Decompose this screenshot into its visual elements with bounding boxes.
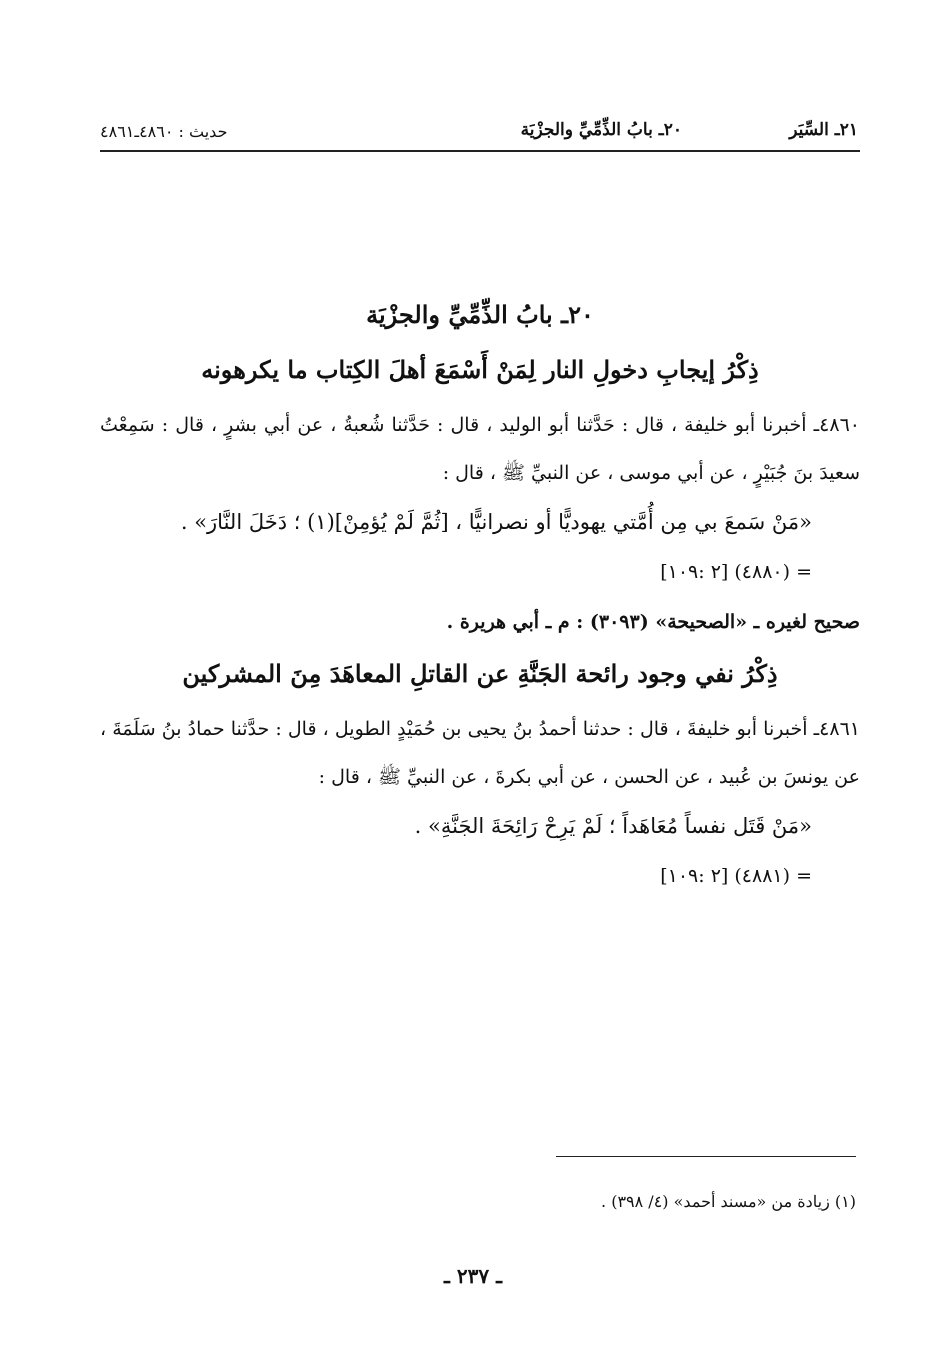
section-title-1: ذِكْرُ إيجابِ دخولِ النار لِمَنْ أَسْمَعَ أهلَ الكِتاب ما يكرهونه: [201, 355, 759, 384]
running-header: [100, 116, 858, 148]
hadith-4860-grade: صحيح لغيره ـ «الصحيحة» (٣٠٩٣) : م ـ أبي هريرة .: [446, 611, 860, 633]
header-divider: [100, 150, 860, 152]
footnote: (١) زيادة من «مسند أحمد» (٤/ ٣٩٨) .: [601, 1192, 856, 1211]
hadith-4860-reference: = (٤٨٨٠) [٢ :١٠٩]: [660, 561, 812, 583]
section-title-2: ذِكْرُ نفي وجود رائحة الجَنَّةِ عن القاتلِ المعاهَدَ مِنَ المشركين: [182, 659, 778, 688]
hadith-4861-reference: = (٤٨٨١) [٢ :١٠٩]: [660, 865, 812, 887]
header-book-title: ٢١ـ السِّيَر: [789, 120, 858, 140]
hadith-4860-isnad: ٤٨٦٠ـ أخبرنا أبو خليفة ، قال : حَدَّثنا أبو الوليد ، قال : حَدَّثنا شُعبةُ ، عن أبي بشرٍ ، قال : سَمِعْتُ سعيدَ بنَ جُبَيْرٍ ، عن أبي موسى ، عن النبيِّ ﷺ ، قال :: [100, 414, 860, 484]
hadith-4860-matn: «مَنْ سَمعَ بي مِن أُمَّتي يهوديًّا أو نصرانيًّا ، [ثُمَّ لَمْ يُؤمِنْ](١) ؛ دَخَلَ النَّارَ» .: [180, 510, 812, 534]
header-hadith-range: حديث : ٤٨٦٠ـ٤٨٦١: [100, 122, 228, 141]
page-number: ـ ٢٣٧ ـ: [444, 1264, 502, 1288]
page-body: [100, 300, 860, 901]
chapter-title: ٢٠ـ بابُ الذِّمِّيِّ والجزْيَة: [366, 300, 594, 329]
footnote-divider: [556, 1156, 856, 1157]
hadith-4861-matn: «مَنْ قَتَل نفساً مُعَاهَداً ؛ لَمْ يَرِحْ رَائِحَةَ الجَنَّةِ» .: [414, 814, 812, 838]
header-chapter-title: ٢٠ـ بابُ الذِّمِّيِّ والجزْيَة: [520, 120, 682, 140]
hadith-4861-isnad: ٤٨٦١ـ أخبرنا أبو خليفةَ ، قال : حدثنا أحمدُ بنُ يحيى بن حُمَيْدٍ الطويل ، قال : حدَّثنا حمادُ بنُ سَلَمَةَ ، عن يونسَ بن عُبيد ، عن الحسن ، عن أبي بكرةَ ، عن النبيِّ ﷺ ، قال :: [100, 718, 860, 788]
